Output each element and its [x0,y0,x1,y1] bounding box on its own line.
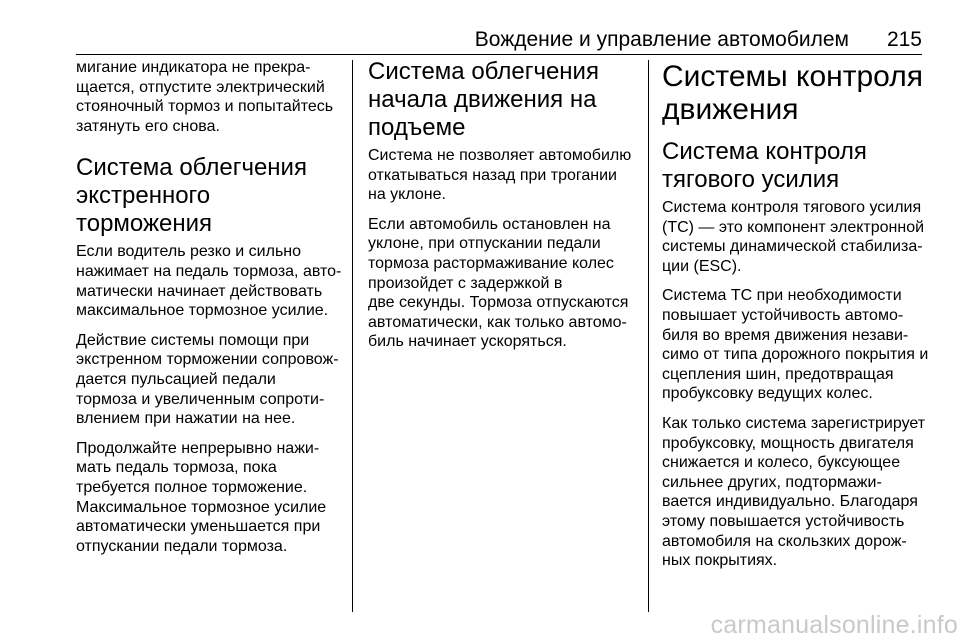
page-number: 215 [886,28,922,51]
column-2-paragraph-2: Если автомобиль остановлен на уклоне, при отпускании педали тормоза растормаживание колес произойдет с задержкой в две секунды. Тормоза отпускаются автоматически, как только автомо- биль начинает ускоряться. [368,215,629,351]
column-1-paragraph-3: Продолжайте непрерывно нажи- мать педаль тормоза, пока требуется полное торможение. Максимальное тормозное усилие автоматически уменьшается при отпускании педали тормоза. [76,439,327,555]
column-2 [368,58,640,362]
column-3-paragraph-1: Система контроля тягового усилия (TC) — это компонент электронной системы динамической стабилиза- ции (ESC). [662,199,925,275]
column-divider-left [352,60,353,612]
section-heading-traction-control: Система контроля тягового усилия [662,138,867,193]
chapter-heading-driving-control-systems: Системы контроля движения [662,60,923,126]
column-1-paragraph-1: Если водитель резко и сильно нажимает на педаль тормоза, авто- матически начинает действовать максимальное тормозное усилие. [76,243,342,320]
section-heading-hill-start-assist: Система облегчения начала движения на подъеме [368,58,599,141]
column-1 [76,58,346,566]
page-header [76,28,922,52]
section-heading-emergency-braking: Система облегчения экстренного торможения [76,154,307,238]
column-1-intro: мигание индикатора не прекра- щается, отпустите электрический стояночный тормоз и попытайтесь затянуть его снова. [76,59,334,135]
column-2-paragraph-1: Система не позволяет автомобилю откатываться назад при трогании на уклоне. [368,147,632,204]
column-3 [662,58,932,581]
column-1-paragraph-2: Действие системы помощи при экстренном торможении сопровож- дается пульсацией педали тормоза и увеличенным сопроти- влением при нажатии на нее. [76,331,339,428]
header-rule [76,54,922,55]
column-3-paragraph-2: Система TC при необходимости повышает устойчивость автомо- биля во время движения незави- симо от типа дорожного покрытия и сцепления шин, предотвращая пробуксовку ведущих колес. [662,287,929,403]
column-3-paragraph-3: Как только система зарегистрирует пробуксовку, мощность двигателя снижается и колесо, буксующее сильнее других, подтормажи- вается индивидуально. Благодаря этому повышается устойчивость автомобиля на скользких дорож- ных покрытиях. [662,414,926,570]
page-header-title: Вождение и управление автомобилем [474,28,849,51]
column-divider-right [648,60,649,612]
watermark: carmanualsonline.info [710,611,958,639]
